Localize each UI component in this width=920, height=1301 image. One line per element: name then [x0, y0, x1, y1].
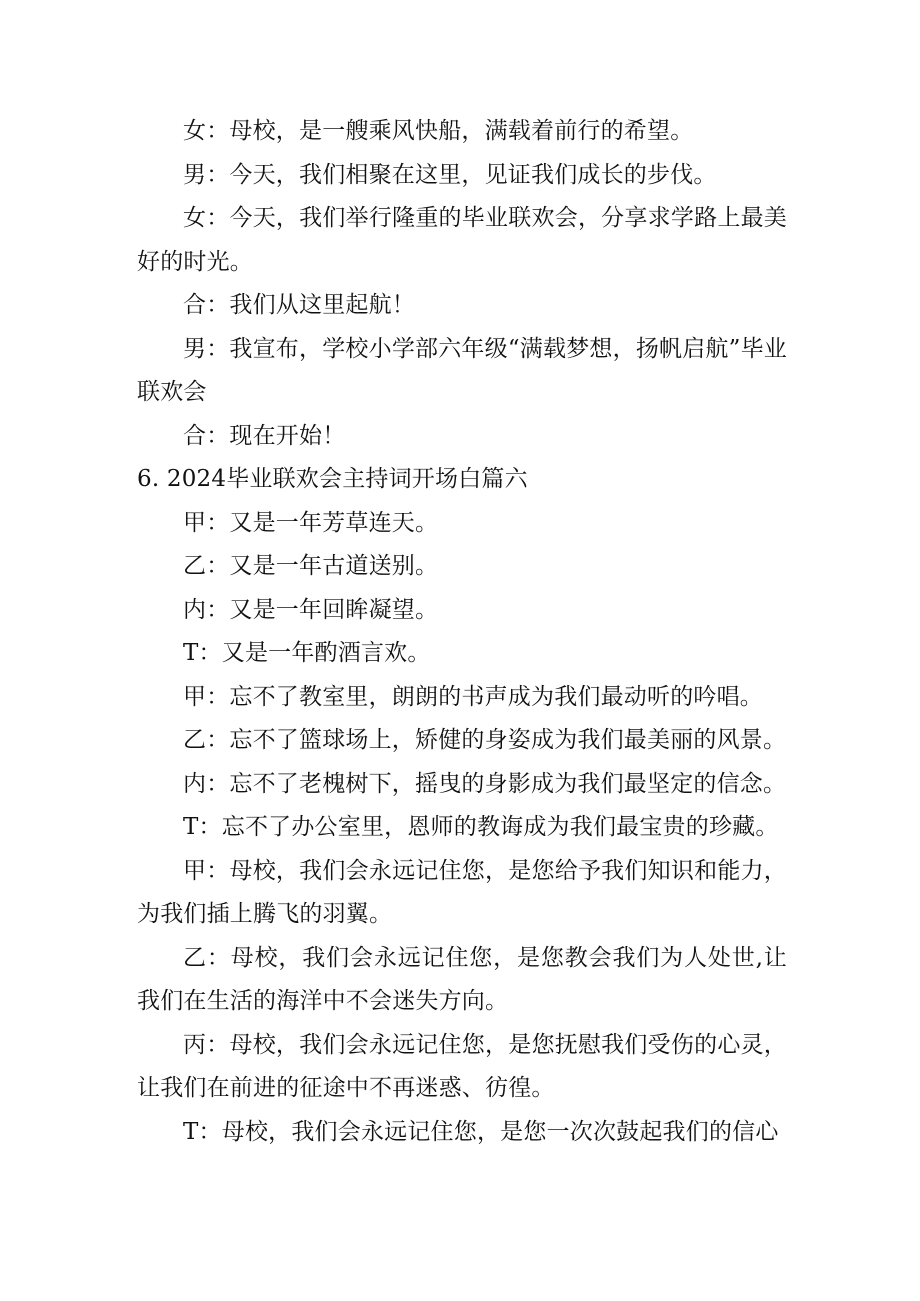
dialogue-paragraph: 女：母校，是一艘乘风快船，满载着前行的希望。: [183, 118, 694, 144]
dialogue-paragraph: 内：又是一年回眸凝望。: [183, 596, 439, 623]
dialogue-paragraph: 乙：又是一年古道送别。: [183, 553, 439, 579]
dialogue-paragraph: 乙：母校，我们会永远记住您，是您教会我们为人处世,让我们在生活的海洋中不会迷失方向。: [137, 944, 787, 1014]
dialogue-paragraph: T：母校，我们会永远记住您，是您一次次鼓起我们的信心: [183, 1118, 779, 1145]
dialogue-paragraph: 合：我们从这里起航！: [183, 292, 415, 318]
dialogue-paragraph: 乙：忘不了篮球场上，矫健的身姿成为我们最美丽的风景。: [183, 727, 787, 753]
dialogue-paragraph: 甲：母校，我们会永远记住您，是您给予我们知识和能力，为我们插上腾飞的羽翼。: [137, 857, 787, 927]
dialogue-paragraph: 男：今天，我们相聚在这里，见证我们成长的步伐。: [183, 161, 717, 188]
dialogue-paragraph: 女：今天，我们举行隆重的毕业联欢会，分享求学路上最美好的时光。: [137, 205, 787, 275]
document-body: [137, 110, 787, 1154]
section-heading: 6. 2024毕业联欢会主持词开场白篇六: [137, 466, 528, 492]
dialogue-paragraph: 内：忘不了老槐树下，摇曳的身影成为我们最坚定的信念。: [183, 770, 787, 797]
dialogue-paragraph: 甲：又是一年芳草连天。: [183, 509, 439, 536]
dialogue-paragraph: T：忘不了办公室里，恩师的教诲成为我们最宝贵的珍藏。: [183, 814, 779, 840]
dialogue-paragraph: 甲：忘不了教室里，朗朗的书声成为我们最动听的吟唱。: [183, 683, 763, 710]
dialogue-paragraph: 合：现在开始！: [183, 422, 346, 449]
dialogue-paragraph: 丙：母校，我们会永远记住您，是您抚慰我们受伤的心灵，让我们在前进的征途中不再迷惑、彷徨。: [137, 1031, 787, 1101]
dialogue-paragraph: 男：我宣布，学校小学部六年级“满载梦想，扬帆启航”毕业联欢会: [137, 335, 787, 405]
dialogue-paragraph: T：又是一年酌酒言欢。: [183, 640, 431, 666]
